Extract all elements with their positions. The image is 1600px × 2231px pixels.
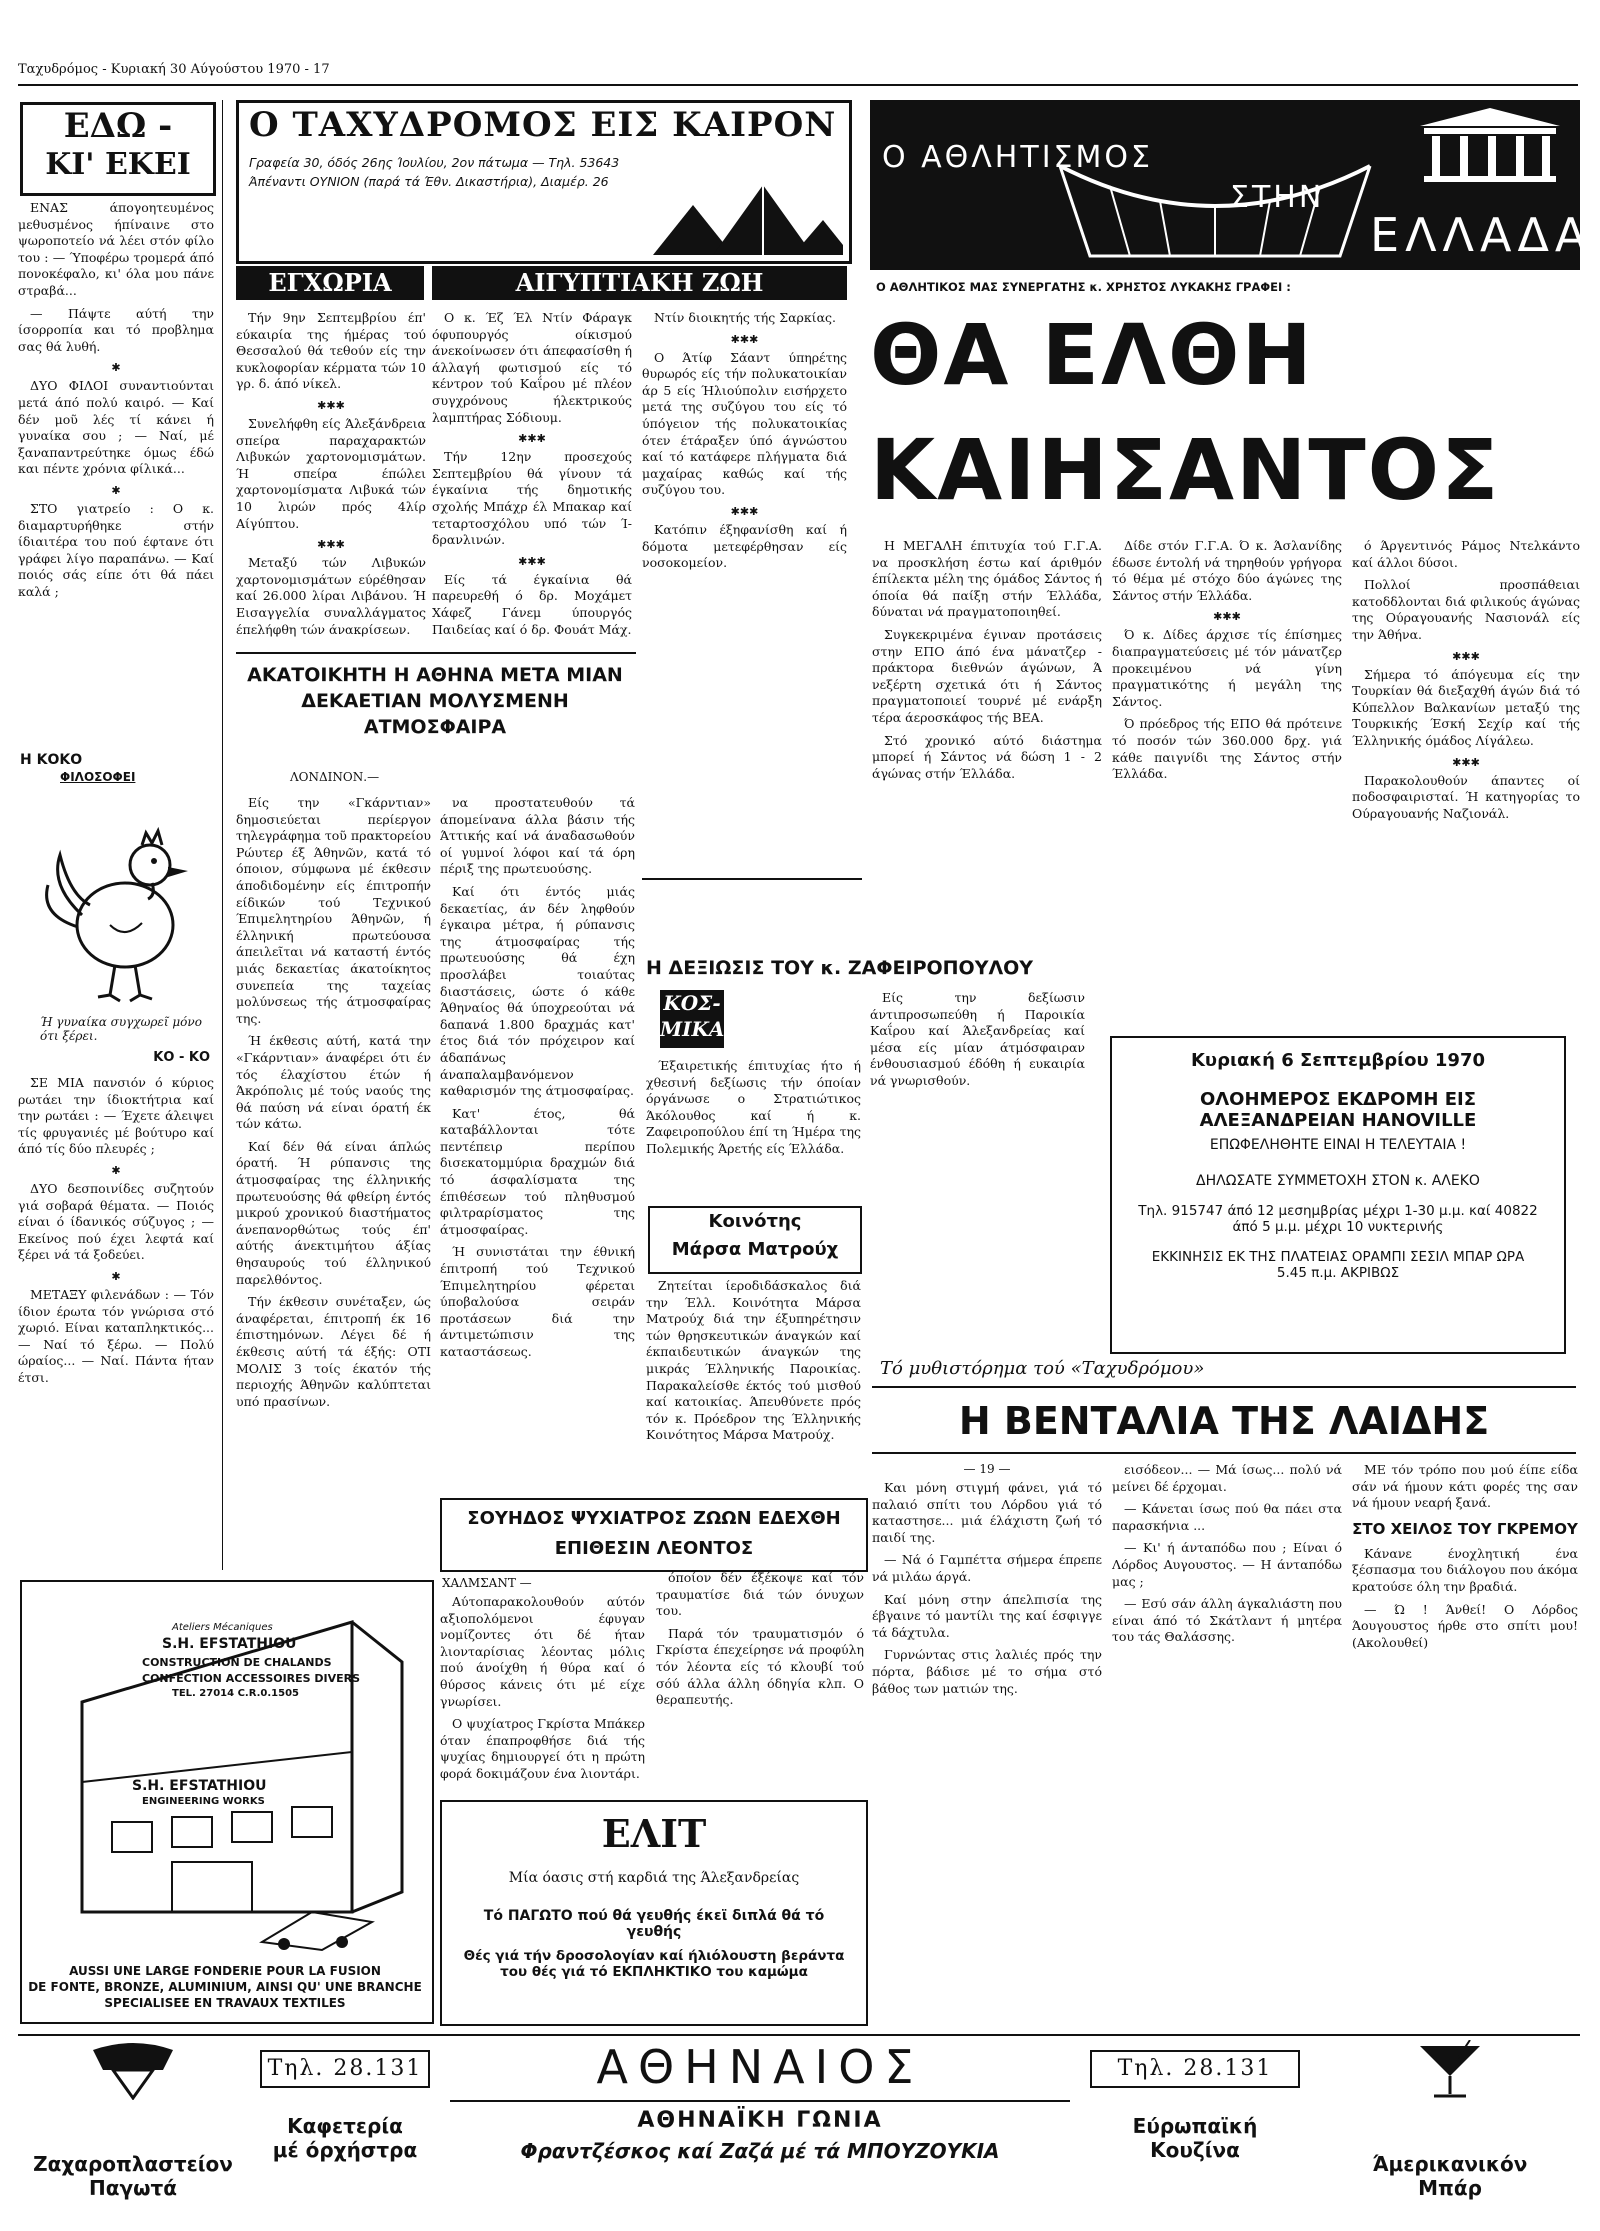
athletismos-column-3 — [1352, 538, 1580, 1028]
stathis-building-sub: ENGINEERING WORKS — [142, 1796, 265, 1807]
athina-paragraph: Καί ότι έντός μιάς δεκαετίας, άν δέν ληφθούν έγκαιρα μέτρα, ή ρύπανσις της άτμοσφαίρας τής πρωτευούσης θά έχη προσλάβει τοιαύτας διαστάσεις, ώστε ό κάθε Άθηναίος θά ύποχρεούται νά δαπανά 1.800 δραχμάς κατ' έτος διά τόν πρόχειρον καί άδαπάνως άναπαλαμβανόμενον καθαρισμόν της άτμοσφαίρας. — [440, 883, 635, 1099]
mythistorima-paragraph: ΜΕ τόν τρόπο που μού έίπε είδα σάν νά ήμουν κάτι φορές της σαν νά ήμουν νεαρή ξανά. — [1352, 1462, 1578, 1511]
dexiosis-column-1 — [646, 1058, 861, 1198]
column-divider — [222, 100, 223, 1570]
athina-paragraph: Κατ' έτος, θά καταβάλλονται τότε πεντέπειρ περίπου δισεκατομμύρια δραχμών διά τό άσφαλίσματα της έπιθέσεων τού πληθυσμού φιλτραρίσματος της άτμοσφαίρας. — [440, 1105, 635, 1237]
athletismos-paragraph: Παρακολουθούν άπαντες οί ποδοσφαιρισταί. Ή κατηγορίας το Ούραγουανής Ναζιονάλ. — [1352, 772, 1580, 821]
edo-paragraph: ΣΤΟ γιατρείο : Ο κ. διαμαρτυρήθηκε στήν ίδιαιτέρα του πού έφτανε ότι γράφει λίγο παραπάνω. — Καί ποιός σάς είπε ότι θά πάει καλά ; — [18, 500, 214, 599]
divider-stars: ✱✱✱ — [317, 538, 345, 552]
stathis-line-2: DE FONTE, BRONZE, ALUMINIUM, AINSI QU' UNE BRANCHE — [28, 1980, 422, 1994]
stathis-line-3: SPECIALISEE EN TRAVAUX TEXTILES — [104, 1996, 346, 2010]
athletismos-paragraph: ό Άργεντινός Ράμος Ντελκάντο καί άλλοι δύσοι. — [1352, 538, 1580, 570]
athina-paragraph: Τήν έκθεσιν συνέταξεν, ώς άναφέρεται, έπιτροπή έκ 16 έπιστημόνων. Λέγει δέ ή έκθεσις αύτή τά έξής: ΟΤΙ ΜΟΛΙΣ 3 τοίς έκατόν τής περιοχής Άθηνῶν καλύπτεται υπό πρασίνων. — [236, 1294, 431, 1409]
edo-title: ΕΔΩ - — [63, 106, 173, 146]
koinotis-paragraph: Ζητείται ίεροδιδάσκαλος διά την Έλλ. Κοινότητα Μάρσα Ματρούχ διά την έξυπηρέτησιν τών θρησκευτικών άναγκών καί έκπαιδευτικών άναγκών της μικράς Έλληνικής Παροικίας. Παρακαλείσθε έκτός τού μισθού καί κατοικίας. Άπευθύνετε πρός τόν κ. Πρόεδρον της Έλληνικής Κοινότητος Μάρσα Ματρούχ. — [646, 1278, 861, 1443]
koko-label: Η ΚΟΚΟ — [20, 752, 83, 768]
athinaios-rule — [450, 2100, 1070, 2102]
section-rule — [236, 652, 636, 654]
athinaios-right-1: Άμερικανικόν — [1372, 2152, 1528, 2176]
divider-stars: ✱ — [111, 1163, 121, 1177]
stathis-sign-5: TEL. 27014 C.R.0.1505 — [172, 1688, 299, 1699]
aigyptiaki-paragraph: Τήν 12ην προσεχούς Σεπτεμβρίου θά γίνουν τά έγκαίνια τής δημοτικής σχολής Μπάχρ έλ Μπακαρ καί τεταρτοσχόλου υπό τών Ί-δρανλινών. — [432, 449, 632, 548]
mythistorima-title: Η ΒΕΝΤΑΛΙΑ ΤΗΣ ΛΑΙΔΗΣ — [958, 1399, 1490, 1443]
divider-stars: ✱ — [111, 1269, 121, 1283]
elit-line-1: Μία όασις στή καρδιά της Άλεξανδρείας — [508, 1870, 800, 1886]
athina-dateline: ΛΟΝΔΙΝΟΝ.— — [290, 770, 380, 784]
athletismos-paragraph: Σήμερα τό άπόγευμα είς την Τουρκίαν θά διεξαχθή άγών διά τό Κύπελλον Βαλκανίων μεταξύ της Τουρκικής Έσκή Σεχίρ καί τής Έλληνικής όμάδος Λίγάλεω. — [1352, 666, 1580, 748]
edo-title-2: ΚΙ' ΕΚΕΙ — [45, 147, 191, 182]
footer-rule — [18, 2034, 1580, 2036]
athinaios-right — [1320, 2040, 1580, 2220]
egxoria-paragraph: Μεταξύ τών Λιβυκών χαρτονομισμάτων εύρέθησαν καί 26.000 λίραι Λιβάνου. Ή Εισαγγελία συναλλάγματος έπελήφθη τών άνακρίσεων. — [236, 555, 426, 637]
athletismos-column-2 — [1112, 538, 1342, 1028]
kosmika-label: ΚΟΣ-ΜΙΚΑ — [660, 990, 724, 1048]
mythistorima-column-3 — [1352, 1462, 1578, 2042]
divider-stars: ✱✱✱ — [518, 554, 546, 568]
souidos-paragraph: Παρά τόν τραυματισμόν ό Γκρίστα έπεχείρησε νά προφύλη τόν λέοντα είς τό κλουβί τού σόύ άλλα άλλη όδηγία κλπ. Ο θεραπευτής. — [656, 1625, 864, 1708]
athina-column-1 — [236, 795, 431, 1565]
athletismos-paragraph: Δίδε στόν Γ.Γ.Α. Ό κ. Άσλανίδης έδωσε έντολή νά τηρηθούν γρήγορα τό θέμα μέ στόχο δύο άγώνες της Σάντος στήν Έλλάδα. — [1112, 538, 1342, 603]
mythistorima-column-2 — [1112, 1462, 1342, 2042]
elit-line-3: Θές γιά τήν δροσολογίαν καί ήλιόλουστη βεράντα του θές γιά τό ΕΚΠΛΗΚΤΙΚΟ του καμώμα — [463, 1948, 845, 1980]
mythistorima-chapter: — 19 — — [963, 1462, 1011, 1476]
edo-column-2 — [18, 1075, 214, 1565]
mythistorima-paragraph: Καί μόνη στην άπελπισία της έβγαινε τό μαντίλι της καί έσφιγγε τά δάχτυλα. — [872, 1591, 1102, 1640]
athina-paragraph: να προστατευθούν τά άπομείνανα άλλα βάσιν τής Άττικής καί νά άναδασωθούν οί γυμνοί λόφοι καί τά όρη πέριξ της πρωτευούσης. — [440, 795, 635, 877]
souidos-heading-box — [440, 1498, 868, 1572]
souidos-paragraph: Ο ψυχίατρος Γκρίστα Μπάκερ όταν έπαπροφθήσε διά τής ψυχίας δημιουργεί ότι η πρώτη φορά δοκιμάζουν ένα λιοντάρι. — [440, 1716, 645, 1781]
aigyptiaki-paragraph: Κατόπιν έξηφανίσθη καί ή δόμοτα μετεφέρθησαν είς νοσοκομείον. — [642, 521, 847, 571]
stathis-sign-1: Ateliers Mécaniques — [172, 1622, 273, 1633]
athina-paragraph: Καί δέν θά είναι άπλώς όρατή. Ή ρύπανσις της άτμοσφαίρας της έλληνικής πρωτευούσης θά φθείρη έντός μικρού χρονικού διαστήματος άνεπανορθώτως τούς έπ' αύτής άνεκτιμήτου άξίας θησαυρούς τού έλληνικού παρελθόντος. — [236, 1138, 431, 1287]
egxoria-heading: ΕΓΧΩΡΙΑ — [236, 266, 424, 300]
athletismos-headline-2: ΚΑΙΗΣΑΝΤΟΣ — [870, 421, 1501, 519]
section-rule — [872, 1386, 1576, 1388]
ekdromi-sub: ΕΠΩΦΕΛΗΘΗΤΕ ΕΙΝΑΙ Η ΤΕΛΕΥΤΑΙΑ ! — [1209, 1137, 1467, 1153]
cocktail-icon — [1350, 2040, 1550, 2100]
tachydromos-banner — [236, 100, 852, 264]
athletismos-logo — [870, 100, 1593, 270]
divider-stars: ✱✱✱ — [317, 398, 345, 412]
stathis-sign-4: CONFECTION ACCESSOIRES DIVERS — [142, 1672, 361, 1685]
temple-icon — [1410, 106, 1570, 186]
souidos-dateline: ΧΑΛΜΣΑΝΤ — — [442, 1576, 532, 1590]
mythistorima-paragraph: — Κάνεται ίσως πού θα πάει στα παρασκήνια ... — [1112, 1501, 1342, 1533]
stathis-sign-3: CONSTRUCTION DE CHALANDS — [142, 1656, 332, 1669]
mythistorima-column-1 — [872, 1480, 1102, 2040]
koinotis-heading-2: Μάρσα Ματρούχ — [671, 1239, 839, 1260]
athletismos-paragraph: Ό πρόεδρος τής ΕΠΟ θά πρότεινε τό ποσόν τών 360.000 δρχ. γιά κάθε παιγνίδι της Σάντος στήν Έλλάδα. — [1112, 716, 1342, 782]
edo-title-box — [20, 102, 216, 196]
tachydromos-title: Ο ΤΑΧΥΔΡΟΜΟΣ ΕΙΣ ΚΑΙΡΟΝ — [249, 105, 837, 145]
edo-paragraph: ΜΕΤΑΞΥ φιλενάδων : — Τόν ίδιον έρωτα τόν γνώρισα στό χωριό. Είναι καταπληκτικός... — Ναί τό ξέρω. — Πολύ ώραίος... — Ναί. Πάντα ήταν έτσι. — [18, 1286, 214, 1385]
edo-paragraph: ΕΝΑΣ άπογοητευμένος μεθυσμένος ήπίναινε στο ψωροποτείο νά λέει στόν φίλο του : — Ύποφέρω τρομερά άπό πονοκέφαλο, κι' όλα μου πάνε στραβά... — [18, 200, 214, 298]
athinaios-mid-right-1: Εύρωπαϊκή — [1132, 2114, 1258, 2138]
athina-paragraph: Είς την «Γκάρντιαν» δημοσιεύεται περίεργον τηλεγράφημα τοῦ πρακτορείου Ρώυτερ έξ Άθηνῶν, κατά τό όποιον, σύμφωνα μέ έκθεσιν άποδιδομένην είς έπιτροπήν είδικών τού Τεχνικού Έπιμελητηρίου Άθηνῶν, ή έλληνική πρωτεύουσα άπειλεῖται νά καταστή έντός μιάς δεκαετίας άκατοίκητος συνεπεία της ταχείας μολύνσεως τής άτμοσφαίρας της. — [236, 795, 431, 1026]
dexiosis-column-2 — [870, 990, 1085, 1200]
stathis-sign-2: S.H. EFSTATHIOU — [162, 1636, 297, 1652]
ekdromi-title-2: ΑΛΕΞΑΝΔΡΕΙΑΝ HANOVILLE — [1199, 1110, 1477, 1131]
dexiosis-intro-spacer — [746, 988, 862, 1048]
divider-stars: ✱✱✱ — [730, 332, 759, 346]
ice-cream-icon — [33, 2040, 233, 2100]
tachydromos-address: Γραφεία 30, όδός 26ης Ίουλίου, 2ον πάτωμα — Τηλ. 53643 — [249, 155, 620, 170]
athletismos-column-1 — [872, 538, 1102, 868]
athletismos-logo-line-1: Ο ΑΘΛΗΤΙΣΜΟΣ — [882, 140, 1153, 175]
mythistorima-paragraph: εισόδεον... — Μά ίσως... πολύ νά μείνει δέ έρχομαι. — [1112, 1462, 1342, 1494]
stathis-ad — [20, 1580, 434, 2024]
rooster-cartoon — [30, 795, 210, 1010]
section-rule — [872, 1452, 1576, 1454]
athinaios-tel-left: Τηλ. 28.131 — [260, 2050, 430, 2088]
athletismos-paragraph: Συγκεκριμένα έγιναν προτάσεις στην ΕΠΟ άπό ένα μάνατζερ - πράκτορα διεθνών άγώνων, Ά νεξέρτη σχετικά ότι ή Σάντος πραγματοποιεί τουρνέ μέ ενάρξη τέρα άεροσκάφος τής ΒΕΑ. — [872, 626, 1102, 725]
athinaios-tel-right: Τηλ. 28.131 — [1090, 2050, 1300, 2088]
mythistorima-paragraph: Κάνανε ένοχλητική ένα ξέσπασμα του διάλογου που άκόμα κρατούσε όλη την βραδιά. — [1352, 1545, 1578, 1594]
pyramids-icon — [653, 175, 843, 255]
koko-sub: ΦΙΛΟΣΟΦΕΙ — [60, 770, 136, 784]
athinaios-left — [18, 2040, 248, 2220]
mythistorima-label: Τό μυθιστόρημα τού «Ταχυδρόμου» — [880, 1358, 1205, 1379]
stathis-line-1: AUSSI UNE LARGE FONDERIE POUR LA FUSION — [69, 1964, 381, 1978]
elit-ad — [440, 1800, 868, 2026]
athletismos-byline: Ο ΑΘΛΗΤΙΚΟΣ ΜΑΣ ΣΥΝΕΡΓΑΤΗΣ κ. ΧΡΗΣΤΟΣ ΛΥΚΑΚΗΣ ΓΡΑΦΕΙ : — [876, 280, 1291, 294]
athina-paragraph: Ή έκθεσις αύτή, κατά την «Γκάρντιαν» άναφέρει ότι έν τός έλαχίστου έτών ή Άκρόπολις μέ τούς ναούς της θά παύση νά είναι όρατή έκ τών κάτω. — [236, 1033, 431, 1132]
athinaios-left-1: Ζαχαροπλαστείον — [33, 2152, 233, 2176]
egxoria-paragraph: Συνελήφθη είς Άλεξάνδρεια σπείρα παραχαρακτών Λιβυκών χαρτονομισμάτων. Ή σπείρα έπώλει χαρτονομίσματα Λιβυκά τών 10 λιρών πρός 4λίρ Αίγύπτου. — [236, 415, 426, 531]
mythistorima-paragraph: — Νά ό Γαμπέττα σήμερα έπρεπε νά μιλάω άργά. — [872, 1552, 1102, 1584]
athletismos-logo-line-2: ΣΤΗΝ — [1230, 180, 1325, 215]
cartoon-caption: Ή γυναίκα συγχωρεῖ μόνο ότι ξέρει. — [40, 1015, 202, 1043]
divider-stars: ✱✱✱ — [730, 504, 759, 518]
athinaios-mid-right — [1080, 2040, 1310, 2220]
athletismos-paragraph: Στό χρονικό αύτό διάστημα μπορεί ή Σάντος νά δώση 1 - 2 άγώνας στήν Έλλάδα. — [872, 732, 1102, 781]
ekdromi-line-3: ΕΚΚΙΝΗΣΙΣ ΕΚ ΤΗΣ ΠΛΑΤΕΙΑΣ ΟΡΑΜΠΙ ΣΕΣΙΛ ΜΠΑΡ ΩΡΑ 5.45 π.μ. ΑΚΡΙΒΩΣ — [1151, 1249, 1525, 1281]
divider-stars: ✱✱✱ — [1452, 649, 1480, 663]
souidos-column-2 — [656, 1570, 864, 1794]
divider-stars: ✱ — [111, 483, 121, 497]
edo-paragraph: ΣΕ ΜΙΑ πανσιόν ό κύριος ρωτάει την ίδιοκτήτρια καί την ρωτάει : — Έχετε άλειψει τίς φρυγανιές μέ βούτυρο καί άπό τίς δύο πλευρές ; — [18, 1075, 214, 1157]
athina-headline: ΑΚΑΤΟΙΚΗΤΗ Η ΑΘΗΝΑ ΜΕΤΑ ΜΙΑΝ ΔΕΚΑΕΤΙΑΝ ΜΟΛΥΣΜΕΝΗ ΑΤΜΟΣΦΑΙΡΑ — [247, 664, 623, 738]
koinotis-heading: Κοινότης — [708, 1211, 802, 1232]
ekdromi-title: ΟΛΟΗΜΕΡΟΣ ΕΚΔΡΟΜΗ ΕΙΣ — [1199, 1089, 1477, 1110]
aigyptiaki-paragraph: Ντίν διοικητής τής Σαρκίας. — [654, 310, 836, 325]
athinaios-mid-left — [250, 2040, 440, 2220]
souidos-paragraph: όποίον δέν έξέκοψε καί τόν τραυματίσε διά τών όνυχων του. — [656, 1570, 864, 1619]
aigyptiaki-paragraph: Ο κ. Έζ Έλ Ντίν Φάραγκ όφυπουργός οίκισμού άνεκοίνωσεν ότι άπεφασίσθη ή άλλαγή φωτισμού είς τό κέντρον τού Καΐρου μέ πλέον συγχρόνους ήλεκτρικούς λαμπτήρας Σόδιουμ. — [432, 310, 632, 425]
edo-paragraph: — Πάψτε αύτή την ίσορροπία και τό προβλημα σας θά λυθή. — [18, 305, 214, 354]
souidos-paragraph: Αύτοπαρακολουθούν αύτόν αξιοπολόμενοι έφυγαν νομίζοντες ότι δέ ήταν λιονταρίσιας λέοντας μόλις πού άνοίχθη ή θύρα καί ό θύρσος κάνεις ότι μέ είχε γνωρίσει. — [440, 1594, 645, 1709]
athinaios-name: ΑΘΗΝΑΙΟΣ — [596, 2040, 924, 2094]
athinaios-left-2: Παγωτά — [89, 2176, 177, 2200]
dexiosis-heading: Η ΔΕΞΙΩΣΙΣ ΤΟΥ κ. ΖΑΦΕΙΡΟΠΟΥΛΟΥ — [646, 957, 1034, 979]
divider-stars: ✱✱✱ — [518, 432, 546, 446]
souidos-heading: ΣΟΥΗΔΟΣ ΨΥΧΙΑΤΡΟΣ ΖΩΩΝ ΕΔΕΧΘΗ ΕΠΙΘΕΣΙΝ ΛΕΟΝΤΟΣ — [467, 1508, 841, 1559]
egxoria-paragraph: Τήν 9ην Σεπτεμβρίου έπ' εύκαιρία της ήμέρας τού Θεσσαλού θά τεθούν είς την κυκλοφορίαν κέρματα τών 10 γρ. δ. άπό νίκελ. — [236, 310, 426, 392]
edo-paragraph: ΔΥΟ ΦΙΛΟΙ συναντιούνται μετά άπό πολύ καιρό. — Καί δέν μοῦ λές τί κάνει ή γυναίκα σου ; — Ναί, μέ ξαναπαντρεύτηκε όμως έδώ και πέντε χρόνια φίλικά... — [18, 378, 214, 477]
divider-stars: ✱✱✱ — [1213, 610, 1241, 624]
athina-column-2 — [440, 795, 635, 1565]
divider-stars: ✱✱✱ — [1452, 755, 1480, 769]
athinaios-mid-left-2: μέ όρχήστρα — [272, 2138, 418, 2162]
stathis-building-sign: S.H. EFSTATHIOU — [132, 1778, 267, 1794]
divider-stars: ✱ — [111, 361, 121, 375]
mythistorima-paragraph: — Ώ ! Άνθεί! Ο Λόρδος Άουγουστος ήρθε στο σπίτι μου! (Ακολουθεί) — [1352, 1601, 1578, 1650]
athletismos-paragraph: Η ΜΕΓΑΛΗ έπιτυχία τού Γ.Γ.Α. να προσκλήση έστω καί άριθμόν έπίλεκτα μέλη της όμάδος Σάντος ή όποία θά παίξη στήν Έλλάδα, δύναται νά πραγματοποιηθεί. — [872, 538, 1102, 620]
edo-column-1 — [18, 200, 214, 750]
ekdromi-line-1: ΔΗΛΩΣΑΤΕ ΣΥΜΜΕΤΟΧΗ ΣΤΟΝ κ. ΑΛΕΚΟ — [1196, 1173, 1480, 1189]
ekdromi-date: Κυριακή 6 Σεπτεμβρίου 1970 — [1190, 1050, 1485, 1071]
aigyptiaki-paragraph: Είς τά έγκαίνια θά παρευρεθή ό δρ. Μοχάμετ Χάφεζ Γάνεμ ύπουργός Παιδείας καί ό δρ. Φουάτ Μάχ. — [432, 571, 632, 637]
mythistorima-paragraph: — Κι' ή άνταπόδω που ; Είναι ό Λόρδος Αυγουστος. — Η άνταπόδω μας ; — [1112, 1540, 1342, 1589]
aigyptiaki-heading: ΑΙΓΥΠΤΙΑΚΗ ΖΩΗ — [432, 266, 847, 300]
aigyptiaki-column-2 — [642, 310, 847, 870]
athletismos-headline: ΘΑ ΕΛΘΗ — [870, 306, 1314, 404]
aigyptiaki-paragraph: Ο Άτίφ Σάαντ ύπηρέτης θυρωρός είς τήν πολυκατοικίαν άρ 5 είς Ήλιούπολιν εισήρχετο μετά της συζύγου του είς τό ύπόγειον τής πολυκατοικίας ότεν έτάραξεν ύπό άγνώστου καί τό κατάφερε πλήγματα διά μαχαίρας καθώς καί τής συζύγου του. — [642, 349, 847, 498]
koko-signoff: ΚΟ - ΚΟ — [153, 1050, 210, 1065]
page-header-line: Ταχυδρόμος - Κυριακή 30 Αύγούστου 1970 - 17 — [18, 62, 330, 77]
egxoria-column — [236, 310, 426, 650]
elit-line-2: Τό ΠΑΓΩΤΟ πού θά γευθής έκεϊ διπλά θά τό γευθής — [483, 1908, 825, 1940]
athletismos-paragraph: Πολλοί προσπάθειαι κατοδδλονται διά φιλικούς άγώνας της Ούραγουανής Νασιονάλ είς την Άθήνα. — [1352, 577, 1580, 642]
athletismos-logo-line-3: ΕΛΛΑΔΑ — [1370, 208, 1593, 262]
athinaios-sub-1: ΑΘΗΝΑΪΚΗ ΓΩΝΙΑ — [637, 2108, 883, 2133]
mythistorima-paragraph: Και μόνη στιγμή φάνει, γιά τό παλαιό σπίτι του Λόρδου γιά τό καταστησε... μιά έλάχιστη ζωή τό παιδί της. — [872, 1480, 1102, 1545]
header-rule — [18, 84, 1578, 86]
section-rule — [642, 878, 862, 880]
athinaios-sub-2: Φραντζέσκος καί Ζαζά μέ τά ΜΠΟΥΖΟΥΚΙΑ — [520, 2139, 1000, 2163]
stadium-icon — [1050, 106, 1380, 266]
aigyptiaki-column-1 — [432, 310, 632, 650]
edo-paragraph: ΔΥΟ δεσποινίδες συζητούν γιά σοβαρά θέματα. — Ποιός είναι ό ίδανικός σύζυγος ; — Εκείνος πού έχει λεφτά καί ξέρει νά τά ξοδεύει. — [18, 1180, 214, 1263]
elit-name: ΕΛΙΤ — [601, 1811, 707, 1856]
dexiosis-paragraph: Είς την δεξίωσιν άντιπροσωπεύθη ή Παροικία Καΐρου καί Άλεξανδρείας καί μέσα είς μίαν άτμόσφαιραν ένθουσιασμού έδόθη ή ευκαιρία νά γνωρισθούν. — [870, 990, 1085, 1088]
ekdromi-ad — [1110, 1036, 1566, 1354]
ekdromi-line-2: Τηλ. 915747 άπό 12 μεσημβρίας μέχρι 1-30 μ.μ. καί 40822 άπό 5 μ.μ. μέχρι 10 νυκτερινής — [1138, 1203, 1538, 1235]
mythistorima-paragraph: — Εσύ σάν άλλη άγκαλιάστη που είναι άπό τό Σκάτλαντ ή μητέρα του τάς Θαλάσσης. — [1112, 1596, 1342, 1645]
souidos-column-1 — [440, 1594, 645, 1794]
athinaios-mid-left-1: Καφετερία — [287, 2114, 403, 2138]
mythistorima-subheading: ΣΤΟ ΧΕΙΛΟΣ ΤΟΥ ΓΚΡΕΜΟΥ — [1352, 1519, 1578, 1538]
dexiosis-paragraph: Έξαιρετικής έπιτυχίας ήτο ή χθεσινή δεξίωσις τήν όποίαν όργάνωσε ο Στρατιώτικος Άκόλουθος καί ή κ. Ζαφειροπούλου έπί τη Ήμέρα της Πολεμικής Άρετής είς Έλλάδα. — [646, 1058, 861, 1156]
koinotis-box — [648, 1206, 862, 1274]
athinaios-right-2: Μπάρ — [1418, 2176, 1482, 2200]
tachydromos-address-2: Άπέναντι ΟΥΝΙΟΝ (παρά τά Έθν. Δικαστήρια), Διαμέρ. 26 — [249, 174, 609, 189]
athina-paragraph: Ή συνιστάται την έθνική έπιτροπή τού Τεχνικού Έπιμελητηρίου φέρεται ύποβαλούσα σειράν προτάσεων διά την άντιμετώπισιν της καταστάσεως. — [440, 1244, 635, 1359]
mythistorima-paragraph: Γυρνώντας στις λαλιές πρός την πόρτα, βάδισε μέ το σήμα στό βάθος των ματιών της. — [872, 1647, 1102, 1696]
athinaios-center — [450, 2040, 1070, 2220]
athinaios-mid-right-2: Κουζίνα — [1150, 2138, 1240, 2162]
athletismos-paragraph: Ό κ. Δίδες άρχισε τίς έπίσημες διαπραγματεύσεις μέ τόν μάνατζερ προκειμένου νά γίνη πραγματικότης ή μεγάλη της Σάντος. — [1112, 627, 1342, 709]
